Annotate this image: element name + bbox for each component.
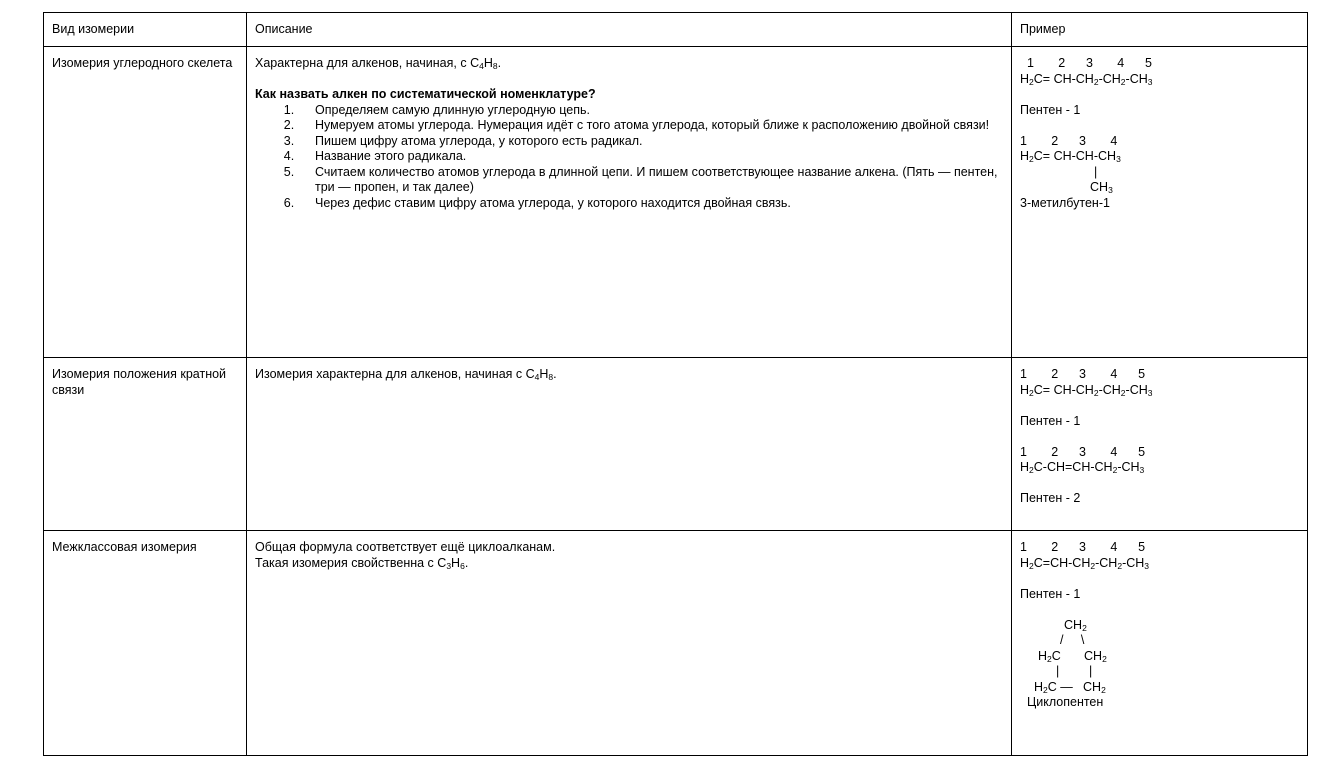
row-example-interclass	[1012, 531, 1308, 756]
compound-name: Пентен - 2	[1020, 491, 1081, 505]
ring-atom: $H_2C$	[1038, 648, 1061, 664]
ring-bond: |	[1089, 664, 1093, 678]
atom-numbers: 1 2 3 4 5	[1020, 56, 1153, 70]
atom-numbers: 1 2 3 4	[1020, 133, 1118, 148]
ring-atom: $CH_2$	[1064, 617, 1087, 633]
header-type: Вид изомерии	[44, 13, 247, 47]
bond-line: |	[1094, 164, 1098, 179]
formula-pentene-1: $H_2C= CH-CH_2-CH_2-CH_3$	[1020, 382, 1153, 398]
methyl-radical: $CH_3$	[1090, 180, 1113, 195]
ring-atom: $H_2C$ —	[1034, 679, 1073, 695]
compound-name: Пентен - 1	[1020, 586, 1081, 601]
ring-atom: $CH_2$	[1084, 648, 1107, 664]
list-item: 2. Нумеруем атомы углерода. Нумерация идёт с того атома углерода, который ближе к расположению двойной связи!	[315, 118, 1003, 134]
list-item: 4. Название этого радикала.	[315, 149, 1003, 165]
row-description-position	[247, 358, 1012, 531]
header-row	[44, 13, 1308, 47]
howto-title: Как назвать алкен по систематической номенклатуре?	[255, 87, 596, 101]
row-type-skeleton: Изомерия углеродного скелета	[44, 47, 247, 358]
atom-numbers: 1 2 3 4 5	[1020, 540, 1146, 554]
row-description-interclass	[247, 531, 1012, 756]
row-type-position: Изомерия положения кратной связи	[44, 358, 247, 531]
compound-name: Пентен - 1	[1020, 102, 1081, 117]
description-text: Такая изомерия свойственна с $C_3H_6$.	[255, 555, 469, 571]
compound-name: Циклопентен	[1027, 695, 1104, 709]
row-example-position	[1012, 358, 1308, 531]
row-type-interclass: Межклассовая изомерия	[44, 531, 247, 756]
atom-numbers: 1 2 3 4 5	[1020, 367, 1146, 381]
header-example: Пример	[1012, 13, 1308, 47]
table-row	[44, 47, 1308, 358]
ring-bond: / \	[1060, 633, 1085, 647]
header-description: Описание	[247, 13, 1012, 47]
table-row	[44, 358, 1308, 531]
list-item: 5. Считаем количество атомов углерода в длинной цепи. И пишем соответствующее название алкена. (Пять — пентен, три — пропен, и так далее)	[315, 165, 1003, 196]
ring-atom: $CH_2$	[1083, 679, 1106, 695]
list-item: 1. Определяем самую длинную углеродную цепь.	[315, 103, 1003, 119]
ring-bond: |	[1056, 664, 1060, 678]
formula-pentene-2: $H_2C-CH=CH-CH_2-CH_3$	[1020, 460, 1145, 475]
description-intro: Характерна для алкенов, начиная, с $C_4H_8$.	[255, 56, 502, 71]
description-text: Изомерия характерна для алкенов, начиная с $C_4H_8$.	[255, 367, 557, 382]
naming-steps-list	[255, 103, 1003, 212]
cyclopentene-structure	[1020, 618, 1220, 712]
isomerism-table	[43, 12, 1308, 756]
table-row	[44, 531, 1308, 756]
description-text: Общая формула соответствует ещё циклоалканам.	[255, 540, 556, 554]
formula-pentene-1: $H_2C=CH-CH_2-CH_2-CH_3$	[1020, 555, 1150, 571]
compound-name: Пентен - 1	[1020, 413, 1081, 428]
formula-pentene-1: $H_2C= CH-CH_2-CH_2-CH_3$	[1020, 71, 1153, 87]
list-item: 6. Через дефис ставим цифру атома углерода, у которого находится двойная связь.	[315, 196, 1003, 212]
row-description-skeleton	[247, 47, 1012, 358]
atom-numbers: 1 2 3 4 5	[1020, 444, 1146, 459]
row-example-skeleton	[1012, 47, 1308, 358]
list-item: 3. Пишем цифру атома углерода, у которого есть радикал.	[315, 134, 1003, 150]
compound-name: 3-метилбутен-1	[1020, 195, 1110, 210]
formula-methylbutene: $H_2C= CH-CH-CH_3$	[1020, 149, 1121, 164]
